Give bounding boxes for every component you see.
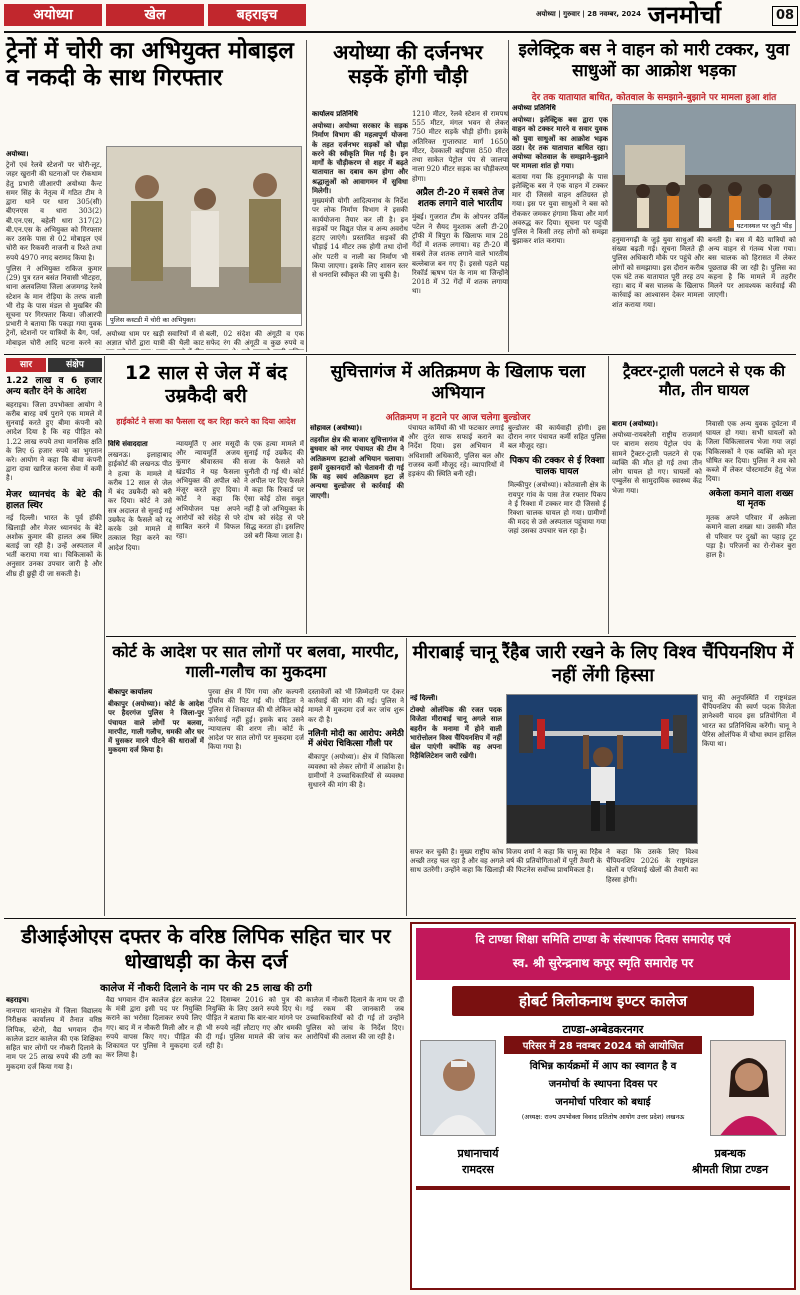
story2-byline: कार्यालय प्रतिनिधि (312, 110, 358, 118)
story3-col2 (612, 236, 704, 350)
story6-col1-text: अयोध्या-रायबरेली राष्ट्रीय राजमार्ग पर बाराम सराय पेट्रोल पंप के सामने ट्रैक्टर-ट्राली पलटने से एक व्यक्ति की मौत हो गई तथा तीन लोग घायल हो गए। घायलों को एम्बुलेंस से सामुदायिक स्वास्थ्य केंद्र भेजा गया। (612, 431, 702, 495)
col-divider-4 (306, 356, 307, 634)
story9-col2 (106, 996, 202, 1290)
brief-tag-row (6, 358, 102, 372)
story7-col3-text: दस्तावेजों को भी जिम्मेदारी पर देकर कार्रवाई की मांग की गई। पुलिस ने मामले में मुकदमा दर्ज कर जांच शुरू कर दी है। (308, 688, 404, 724)
story3-col1 (512, 104, 608, 350)
story4-col3 (244, 440, 304, 630)
col-divider-1 (306, 40, 307, 352)
principal-portrait-icon (421, 1041, 496, 1136)
story9-subhead: कालेज में नौकरी दिलाने के नाम पर की 25 लाख की ठगी (100, 983, 312, 994)
story3-lead: अयोध्या। इलेक्ट्रिक बस द्वारा एक वाहन को टक्कर मारने व सवार युवक को युवा साधुओं का आक्रोश भड़क उठा। देर तक यातायात बाधित रहा। अयोध्या कोतवाल के समझाने-बुझाने पर मामला शांत हो गया। (512, 115, 608, 171)
ad-bottom-border (416, 1186, 790, 1190)
story4-col1-text: लखनऊ। इलाहाबाद हाईकोर्ट की लखनऊ पीठ ने हत्या के मामले में करीब 12 साल से जेल में बंद उम्रकैदी को बरी कर दिया। कोर्ट ने उसे सत्र अदालत से सुनाई गई उम्रकैद के फैसले को रद्द करके उसे मामले में तत्काल रिहा करने का आदेश दिया। (108, 451, 172, 552)
story1-para2: पुलिस ने अभियुक्त राकिज कुमार (29) पुत्र रतन बसंत निवासी भीटहरा, थाना अलवलिया जिला अजमगढ़ रेलवे स्टेशन के मान रोड़िया के तरफ वाली भी रोड़ के पास मंडल से मुखबिर की सूचना पर गिरफ्तार किया। जीआरपी प्रभारी ने बताया कि पकड़ा गया युवक ट्रेनों, स्टेशनों पर यात्रियों के बैग, पर्स, मोबाइल चोरी आदि घटना करने का (6, 264, 102, 347)
story2-col2 (412, 110, 508, 350)
story5-col1-text: तहसील क्षेत्र की बाजार सुचित्तागंज में बुधवार को नगर पंचायत की टीम ने अतिक्रमण हटाओ अभियान चलाया। इसमें दुकानदारों को चेतावनी दी गई कि वह स्वयं अतिक्रमण हटा लें अन्यथा बुल्डोजर से कार्रवाई की जाएगी। (310, 435, 404, 500)
weightlifter-photo-illustration (507, 695, 698, 844)
story4-col1 (108, 440, 172, 630)
college-advertisement (410, 922, 796, 1290)
story5-col3 (508, 424, 606, 630)
story3-photo (612, 104, 796, 232)
story8-bottom2-text: ने कहा कि उसके लिए विश्व चैंपियनशिप 2026 के राष्ट्रमंडल खेलों व एशियाई खेलों की तैयारी का हिस्सा होगी। (606, 848, 698, 884)
story8-photo (506, 694, 698, 844)
brief-headline-1: 1.22 लाख व 6 हजार अन्य बतौर देने के आदेश (6, 376, 102, 397)
col-divider-3 (104, 356, 105, 916)
story9-col4 (306, 996, 404, 1290)
story6-subhead: अकेला कमाने वाला शख्स था मृतक (708, 488, 794, 510)
story9-col4-text: कालेज में नौकरी दिलाने के नाम पर दी गई रकम की जानकारी जब उच्चाधिकारियों को दी गई तो उन्होंने पुलिस को जांच के निर्देश दिए। आरोपियों की तलाश की जा रही है। (306, 996, 404, 1041)
header-bar (0, 0, 800, 30)
tab-bahraich[interactable]: बहराइच (208, 4, 306, 26)
story8-headline: मीराबाई चानू रैंहैब जारी रखने के लिए विश्व चैंपियनशिप में नहीं लेंगी हिस्सा (412, 642, 794, 686)
ad-top-line1: दि टाण्डा शिक्षा समिति टाण्डा के संस्थापक दिवस समारोह एवं (475, 932, 731, 946)
story7-col1 (108, 688, 204, 914)
story4-subhead: हाईकोर्ट ने सजा का फैसला रद्द कर रिहा करने का दिया आदेश (116, 417, 296, 426)
story3-body: बताया गया कि हनुमानगढ़ी के पास इलेक्ट्रिक बस ने एक वाहन में टक्कर मार दी जिससे वाहन क्षतिग्रस्त हो गया। इस पर युवा साधुओं ने बस को रोककर जमकर हंगामा किया और मार्ग अवरुद्ध कर दिया। सूचना पर पहुंची पुलिस ने किसी तरह लोगों को समझा बुझाकर शांत कराया। (512, 172, 608, 246)
ad-message-block (504, 1036, 702, 1146)
ad-college-name: होबर्ट त्रिलोकनाथ इण्टर कालेज (519, 992, 687, 1010)
story3-headline: इलेक्ट्रिक बस ने वाहन को मारी टक्कर, युवा साधुओं का आक्रोश भड़का (518, 40, 790, 81)
story3-subhead: देर तक यातायात बाधित, कोतवाल के समझाने-बुझाने पर मामला हुआ शांत (531, 93, 777, 103)
col-divider-2 (508, 40, 509, 352)
story3-col3-text: बनती है। बस में बैठे यात्रियों को अन्य वाहन से गंतव्य भेजा गया। बस चालक को हिरासत में लेकर पूछताछ की जा रही है। पुलिस का कहना है कि मामले में तहरीर मिलने पर आवश्यक कार्रवाई की जाएगी। (708, 236, 796, 300)
section-rule-1 (4, 354, 796, 355)
story9-col1-text: नानपारा थानाक्षेत्र में जिला विद्यालय निरीक्षक कार्यालय में तैनात वरिष्ठ लिपिक, स्टेनो, वैद्य भगवान दीन कालेज डटार कालेज की एक शिक्षिका सहित चार लोगों पर नौकरी दिलाने के नाम पर 25 लाख रुपये की ठगी का मुकदमा दर्ज किया गया है। (6, 1007, 102, 1071)
story8-col2-text: चानू की अनुपस्थिति में राष्ट्रमंडल चैंपियनशिप की स्वर्ण पदक विजेता ज्ञानेश्वरी यादव इस प्रतियोगिता में भारत का प्रतिनिधित्व करेंगी। चानू ने पेरिस ओलंपिक में चौथा स्थान हासिल किया था। (702, 694, 796, 749)
story4-col2 (176, 440, 240, 630)
story4-col2-text: न्यायमूर्ति ए आर मसूदी और न्यायमूर्ति अजय कुमार श्रीवास्तव की खंडपीठ ने यह फैसला अभियुक्त की अपील को मंजूर करते हुए दिया। कोर्ट ने कहा कि अभियोजन पक्ष अपने आरोपों को संदेह से परे साबित करने में विफल रहा। (176, 440, 240, 541)
col-divider-5 (608, 356, 609, 634)
story6-headline: ट्रैक्टर-ट्राली पलटने से एक की मौत, तीन घायल (623, 362, 785, 399)
story1-para1: ट्रेनों एवं रेलवे स्टेशनों पर चोरी-लूट, जहर खुरानी की घटनाओं पर रोकथाम हेतु प्रभारी जीआरपी अयोध्या कैन्ट समर सिंह के नेतृत्व में गठित टीम ने द्वारा थाने पर धारा 305(सी) बीएनएस व धारा 303(2) बी.एन.एस, बहेली धारा 317(2) बी.एन.एस के अभियुक्त को गिरफ्तार कर उसके पास से 02 मोबाइल एवं चोरी कर रिकवरी नाजनी व रिश्ते तथा रुपये 4970 नगद बरामद किया है। (6, 161, 102, 262)
story6-col2-text: निवासी एक अन्य युवक दुर्घटना में घायल हो गया। सभी घायलों को जिला चिकित्सालय भेजा गया जहां चिकित्सकों ने एक व्यक्ति को मृत घोषित कर दिया। पुलिस ने शव को कब्जे में लेकर पोस्टमार्टम हेतु भेज दिया। (706, 420, 796, 484)
story2-col2-text: 1210 मीटर, रेलवे स्टेशन से रामपथ 555 मीटर, मंगल भवन से लेकर 750 मीटर सड़कें चौड़ी होंगी। इसके अतिरिक्त गुप्तारघाट मार्ग 1650 मीटर, देवकाली बाईपास 850 मीटर तथा साकेत पेट्रोल पंप से जालपा नाला 920 मीटर सड़क का चौड़ीकरण होगा। (412, 110, 508, 183)
ad-right-title: प्रबन्धक (714, 1147, 746, 1160)
story5-col2 (408, 424, 504, 630)
brief-headline-2: मेजर ध्यानचंद के बेटे की हालत स्थिर (6, 489, 102, 511)
story1-body-col2 (106, 330, 204, 350)
story1-body-col3 (206, 330, 304, 350)
story6-byline: बाराम (अयोध्या)। (612, 420, 658, 428)
story8-col-bottom2 (606, 848, 698, 914)
ad-msg-line3: जनमोर्चा के स्थापना दिवस पर (548, 1079, 658, 1090)
story1-photo-caption: पुलिस कस्टडी में चोरी का अभियुक्त। (107, 314, 302, 325)
story7-headline: कोर्ट के आदेश पर सात लोगों पर बलवा, मारपीट, गाली-गलौच का मुकदमा (112, 642, 400, 681)
story1-dateline: अयोध्या। (6, 150, 29, 158)
story9-col1 (6, 996, 102, 1290)
story1-headline: ट्रेनों में चोरी का अभियुक्त मोबाइल व नकदी के साथ गिरफ्तार (6, 38, 294, 92)
section-rule-3 (4, 918, 796, 919)
story7-col2 (208, 688, 304, 914)
story3-photo-caption: घटनास्थल पर जुटी भीड़ (734, 220, 795, 231)
story5-col3-text: बुल्डोजर की कार्यवाही होगी। इस दौरान नगर पंचायत कर्मी सहित पुलिस बल मौजूद रहा। (508, 424, 606, 451)
story2-intro: अयोध्या। अयोध्या सरकार के सड़क निर्माण विभाग की महत्वपूर्ण योजना के तहत दर्जनभर सड़कों को चौड़ा करने की स्वीकृति मिल गई है। इन मार्गों के चौड़ीकरण से शहर में बढ़ते यातायात का दबाव कम होगा और श्रद्धालुओं को आवागमन में सुविधा मिलेगी। (312, 121, 408, 195)
ad-place: टाण्डा-अम्बेडकरनगर (562, 1023, 644, 1036)
story6-col1 (612, 420, 702, 630)
page-number: 08 (772, 6, 798, 26)
ad-msg-line1: परिसर में 28 नवम्बर 2024 को आयोजित (504, 1036, 702, 1054)
story9-col3 (206, 996, 302, 1290)
manager-photo (710, 1040, 786, 1136)
story5-byline: सोहावल (अयोध्या)। (310, 424, 362, 432)
principal-photo (420, 1040, 496, 1136)
header-rule (4, 31, 796, 33)
story3-col3 (708, 236, 796, 350)
story5-headline: सुचित्तागंज में अतिक्रमण के खिलाफ चला अभियान (330, 362, 586, 403)
story5-subhead: अतिक्रमण न हटाने पर आज चलेगा बुल्डोजर (385, 413, 531, 423)
police-photo-illustration (107, 147, 302, 326)
story1-body-col1 (6, 150, 102, 348)
story8-byline: नई दिल्ली। (410, 694, 438, 702)
brief-body-2: नई दिल्ली। भारत के पूर्व हॉकी खिलाड़ी और मेजर ध्यानचंद के बेटे अशोक कुमार की हालत अब स्थिर बताई जा रही है। उन्हें अस्पताल में भर्ती कराया गया था। चिकित्सकों के अनुसार उनका उपचार जारी है और शीघ्र ही छुट्टी दी जा सकती है। (6, 514, 102, 578)
crowd-photo-illustration (613, 105, 796, 232)
section-rule-2 (106, 636, 796, 637)
story2-headline: अयोध्या की दर्जनभर सड़कें होंगी चौड़ी (333, 40, 483, 88)
brief-tag-saar: सार (6, 358, 46, 372)
story7-col1-text: बीकापुर (अयोध्या)। कोर्ट के आदेश पर हैदरगंज पुलिस ने जिला-पुर पंचायत वाले लोगों पर बलवा, मारपीट, गाली गलौच, धमकी और घर में घुसकर मारने पीटने की धाराओं में मुकदमा दर्ज किया है। (108, 699, 204, 755)
story7-byline: बीकापुर कार्यालय (108, 688, 153, 696)
story7-col3 (308, 688, 404, 914)
story9-byline: बहराइच। (6, 996, 29, 1004)
story1-para3: अयोध्या धाम पर खड़ी सवारियों में से अज्ञात चोरों द्वारा यात्री की थैली काट (106, 330, 204, 348)
story3-byline: अयोध्या प्रतिनिधि (512, 104, 556, 112)
story3-col2-text: हनुमानगढ़ी के जुड़े युवा साधुओं की संख्या बढ़ती गई। सूचना मिलते ही पुलिस अधिकारी मौके पर पहुंचे और लोगों को समझाया। इस दौरान करीब एक घंटे तक यातायात पूरी तरह ठप रहा। बाद में बस चालक के खिलाफ कार्रवाई का आश्वासन देकर मामला शांत कराया गया। (612, 236, 704, 309)
story5-col1 (310, 424, 404, 630)
story8-col2 (702, 694, 796, 914)
story4-col3-text: के एक हत्या मामले में सुनाई गई उम्रकैद की सजा के फैसले को चुनौती दी गई थी। कोर्ट ने अपील पर दिए फैसले में कहा कि रिकार्ड पर ऐसा कोई ठोस सबूत नहीं है जो अभियुक्त के दोष को संदेह से परे सिद्ध करता हो। इसलिए उसे बरी किया जाता है। (244, 440, 304, 541)
story8-col-bottom (410, 848, 602, 914)
story7-col3b-text: बीकापुर (अयोध्या)। क्षेत्र में चिकित्सा व्यवस्था को लेकर लोगों में आक्रोश है। ग्रामीणों ने उच्चाधिकारियों से व्यवस्था सुधारने की मांग की है। (308, 753, 404, 790)
story1-photo (106, 146, 302, 326)
story8-bottom-text: सफर कर चुकी है। मुख्य राष्ट्रीय कोच विजय शर्मा ने कहा कि चानू का रिहैब अच्छी तरह चल रहा है और वह अगले वर्ष की प्रतियोगिताओं में पूरी तैयारी के साथ उतरेंगी। उन्होंने कहा कि खिलाड़ी की फिटनेस सर्वोच्च प्राथमिकता है। (410, 848, 602, 875)
story9-col2-text: वैद्य भगवान दीन कालेज इंटर कालेज के मंत्री द्वारा इसी पद पर नियुक्ति कराने का भरोसा दिलाकर रुपये लिए गए। बाद में न नौकरी मिली और न ही रुपये वापस किए गए। पीड़ित की शिकायत पर पुलिस ने मुकदमा दर्ज कर लिया है। (106, 996, 202, 1060)
story9-col3-text: 22 दिसम्बर 2016 को पुत्र की नियुक्ति के लिए उसने रुपये दिए थे। पीड़ित ने बताया कि बार-बार मांगने पर भी रुपये नहीं लौटाए गए और धमकी दी गई। पुलिस मामले की जांच कर रही है। (206, 996, 302, 1051)
story6-col2 (706, 420, 796, 630)
story2-col1 (312, 110, 408, 350)
story8-col1-text: टोक्यो ओलंपिक की रजत पदक विजेता मीराबाई चानू अगले साल बहरीन के मनामा में होने वाली भारोत्तोलन विश्व चैंपियनशिप में नहीं खेल पाएंगी क्योंकि वह अपना रिहैबिलिटेशन जारी रखेंगी। (410, 705, 502, 761)
story2-col3-text: मुंबई। गुजरात टीम के ओपनर उर्विल पटेल ने सैयद मुश्ताक अली टी-20 ट्रॉफी में त्रिपुरा के खिलाफ मात्र 28 गेंदों में शतक लगाया। वह टी-20 में सबसे तेज शतक लगाने वाले भारतीय बल्लेबाज बन गए हैं। इससे पहले यह रिकॉर्ड ऋषभ पंत के नाम था जिन्होंने 2018 में 32 गेंदों में शतक लगाया था। (412, 213, 508, 296)
brief-tag-sankshep: संक्षेप (48, 358, 102, 372)
story5-col2-text: पंचायत कर्मियों की भी फटकार लगाई और तुरंत साफ सफाई कराने का निर्देश दिया। इस अभियान में अधिशासी अधिकारी, पुलिस बल और राजस्व कर्मी मौजूद रहे। व्यापारियों में हड़कंप की स्थिति बनी रही। (408, 424, 504, 479)
tab-ayodhya[interactable]: अयोध्या (4, 4, 102, 26)
ad-note: (अध्यक्ष: राज्य उपभोक्ता विवाद प्रतितोष आयोग उत्तर प्रदेश) लखनऊ (521, 1113, 685, 1121)
story1-para4: बली, 02 संदेश की अंगूठी व एक सफेद रंग की अंगूठी व कुछ रुपये व (206, 330, 304, 348)
story5-subhead-2: पिकप की टक्कर से ई रिक्शा चालक घायल (509, 455, 605, 477)
date-line: अयोध्या | गुरुवार | 28 नवम्बर, 2024 (536, 10, 641, 18)
brief-body-1: बहराइच। जिला उपभोक्ता आयोग ने करीब बारह वर्ष पुराने एक मामले में सुनवाई करते हुए बीमा कंपनी को आदेश दिया है कि वह पीड़ित को 1.22 लाख रुपये तथा मानसिक क्षति के लिए 6 हजार रुपये का भुगतान करे। आयोग ने कहा कि बीमा कंपनी द्वारा दावा खारिज करना सेवा में कमी है। (6, 400, 102, 483)
col-divider-6 (406, 638, 407, 916)
brief-column (6, 376, 102, 916)
story2-body: मुख्यमंत्री योगी आदित्यनाथ के निर्देश पर लोक निर्माण विभाग ने इसकी कार्ययोजना तैयार कर ली है। इन सड़कों पर विद्युत पोल व अन्य अवरोध हटाए जाएंगे। प्रस्तावित सड़कों की चौड़ाई 14 मीटर तक होगी तथा दोनों ओर पटरी व नाली का निर्माण भी किया जाएगा। इसके लिए शासन स्तर से धनराशि स्वीकृत की जा चुकी है। (312, 197, 408, 279)
masthead: जनमोर्चा (648, 0, 722, 29)
story7-subhead: नलिनी मोदी का आरोप: अमेठी में अंधेरा चिकित्सा गौली पर (308, 728, 404, 750)
story4-byline: विधि संवाददाता (108, 440, 148, 448)
story7-col2-text: पुरवा क्षेत्र में पिंग गया और कल्पनी दीर्घाव की पिट गई थी। पीड़िता ने पुलिस से शिकायत की थी लेकिन कोई कार्रवाई नहीं हुई। इसके बाद उसने न्यायालय की शरण ली। कोर्ट के आदेश पर सात लोगों पर मुकदमा दर्ज किया गया है। (208, 688, 304, 752)
ad-right-name: श्रीमती शिप्रा टण्डन (691, 1163, 769, 1176)
ad-msg-line2: विभिन्न कार्यक्रमों में आप का स्वागत है व (529, 1061, 677, 1072)
manager-portrait-icon (711, 1041, 786, 1136)
story9-headline: डीआईओएस दफ्तर के वरिष्ठ लिपिक सहित चार पर धोखाधड़ी का केस दर्ज (21, 924, 391, 973)
story2-subhead: अप्रैल टी-20 में सबसे तेज शतक लगाने वाले भारतीय (415, 187, 505, 209)
ad-top-line2: स्व. श्री सुरेन्द्रनाथ कपूर स्मृति समारोह पर (512, 956, 694, 970)
story6-col2b-text: मृतक अपने परिवार में अकेला कमाने वाला शख्स था। उसकी मौत से परिवार पर दुखों का पहाड़ टूट पड़ा है। परिजनों का रो-रोकर बुरा हाल है। (706, 514, 796, 560)
story4-headline: 12 साल से जेल में बंद उम्रकैदी बरी (124, 362, 288, 407)
ad-msg-line4: जनमोर्चा परिवार को बधाई (555, 1097, 651, 1108)
tab-sports[interactable]: खेल (106, 4, 204, 26)
story5-col3b-text: मिल्कीपुर (अयोध्या)। कोतवाली क्षेत्र के रायपुर गांव के पास तेज रफ्तार पिकप ने ई रिक्शा में टक्कर मार दी जिससे ई रिक्शा चालक घायल हो गया। ग्रामीणों की मदद से उसे अस्पताल पहुंचाया गया जहां उसका उपचार चल रहा है। (508, 481, 606, 536)
story8-col1 (410, 694, 502, 844)
ad-left-title: प्रधानाचार्य (457, 1147, 499, 1160)
ad-left-name: रामदरस (462, 1163, 494, 1176)
